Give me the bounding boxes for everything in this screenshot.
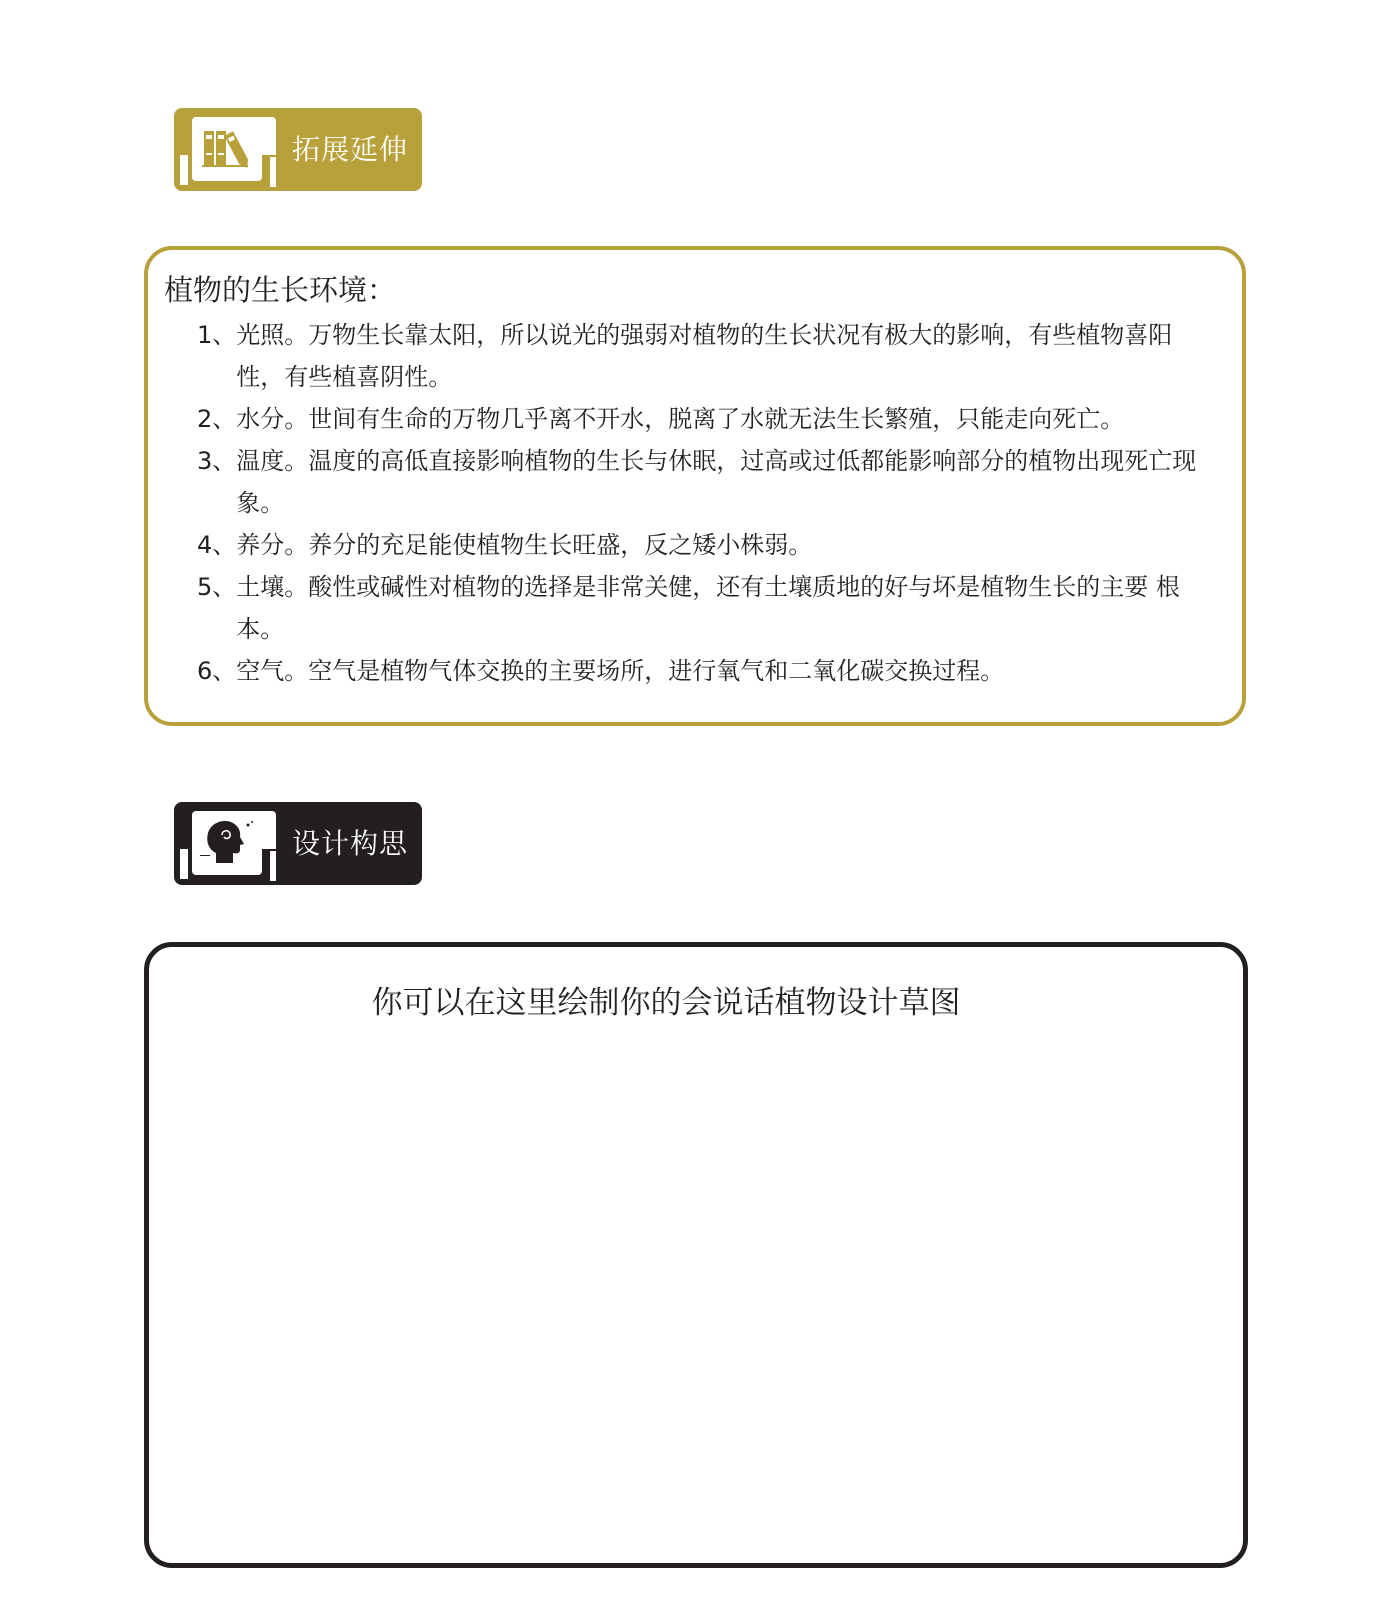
list-item xyxy=(197,566,1216,650)
section-title: 设计构思 xyxy=(292,827,409,860)
list-item xyxy=(197,650,1216,692)
item-number: 5、 xyxy=(197,573,237,601)
info-title: 植物的生长环境： xyxy=(164,273,397,307)
list-item xyxy=(197,398,1216,440)
sketch-area[interactable] xyxy=(144,942,1248,1568)
icon-card xyxy=(192,811,262,875)
item-number: 3、 xyxy=(197,447,237,475)
item-text: 光照。万物生长靠太阳，所以说光的强弱对植物的生长状况有极大的影响，有些植物喜阳性，有些植喜阴性。 xyxy=(236,321,1173,391)
item-text: 养分。养分的充足能使植物生长旺盛，反之矮小株弱。 xyxy=(236,531,813,559)
icon-card xyxy=(192,117,262,181)
item-text: 空气。空气是植物气体交换的主要场所，进行氧气和二氧化碳交换过程。 xyxy=(236,657,1005,685)
item-text: 水分。世间有生命的万物几乎离不开水，脱离了水就无法生长繁殖，只能走向死亡。 xyxy=(236,405,1125,433)
environment-list xyxy=(164,314,1216,692)
item-text: 温度。温度的高低直接影响植物的生长与休眠，过高或过低都能影响部分的植物出现死亡现象。 xyxy=(236,447,1197,517)
item-text: 土壤。酸性或碱性对植物的选择是非常关健，还有土壤质地的好与坏是植物生长的主要 根本。 xyxy=(236,573,1180,643)
plant-environment-box xyxy=(144,246,1246,726)
item-number: 1、 xyxy=(197,321,237,349)
section-title: 拓展延伸 xyxy=(292,133,409,166)
thinking-head-icon xyxy=(198,817,256,867)
list-item xyxy=(197,314,1216,398)
sketch-prompt: 你可以在这里绘制你的会说话植物设计草图 xyxy=(371,985,961,1021)
list-item xyxy=(197,440,1216,524)
list-item xyxy=(197,524,1216,566)
books-pencil-icon xyxy=(198,123,256,173)
item-number: 6、 xyxy=(197,657,237,685)
item-number: 4、 xyxy=(197,531,237,559)
section-header-extension xyxy=(174,108,422,191)
section-header-design xyxy=(174,802,422,885)
item-number: 2、 xyxy=(197,405,237,433)
